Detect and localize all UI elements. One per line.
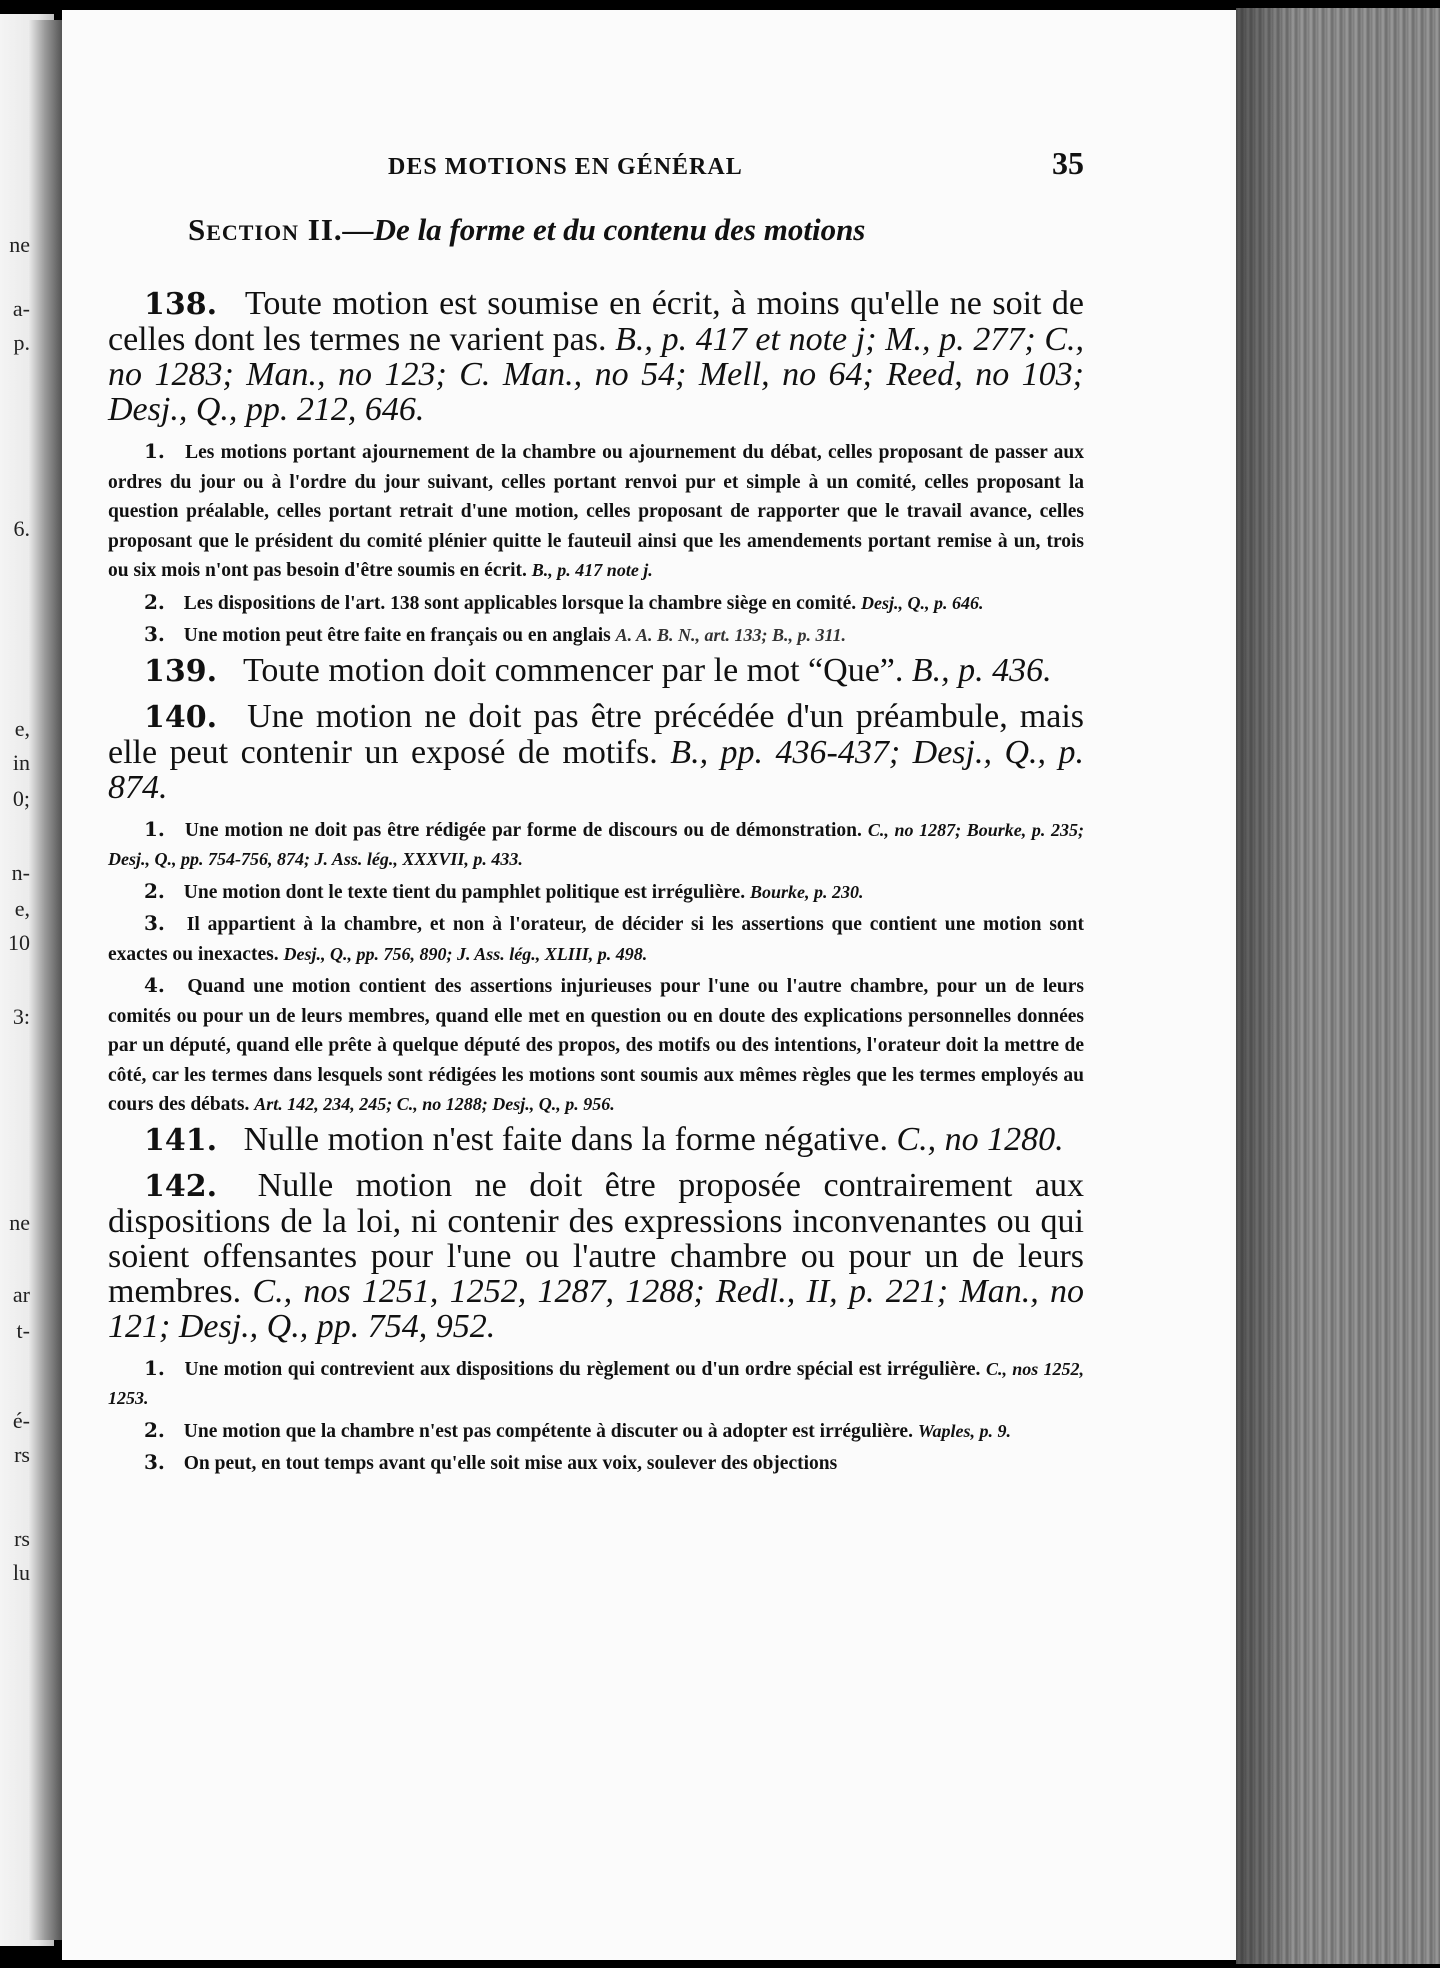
note <box>108 877 1084 908</box>
page-number: 35 <box>1052 145 1084 181</box>
note-text: Quand une motion contient des assertions injurieuses pour l'une ou l'autre chambre, pour un de leurs comités ou pour un de leurs membres, quand elle met en question ou en doute des explications personnelles données par un député, quand elle prête à quelque député des propos, des motifs ou des intentions, l'orateur doit la mettre de côté, car les termes dans lesquels sont rédigées les motions sont soumis aux mêmes règles que les termes employés au cours des débats. <box>108 976 1085 1115</box>
margin-fragment: ar <box>12 1282 30 1307</box>
margin-fragment: in <box>12 750 30 775</box>
note-citation: B., p. 417 note j. <box>531 560 653 580</box>
note-citation: Bourke, p. 230. <box>749 881 864 902</box>
article-number: 139. <box>144 653 218 689</box>
section-heading <box>108 212 1084 248</box>
note-text: Il appartient à la chambre, et non à l'orateur, de décider si les assertions que contient une motion sont exactes ou inexactes. <box>108 914 1084 965</box>
note-number: 2. <box>144 589 165 614</box>
running-header <box>108 145 1084 182</box>
note <box>108 588 1084 619</box>
note <box>108 909 1084 969</box>
note-number: 4. <box>144 973 165 997</box>
margin-fragment: rs <box>14 1442 30 1467</box>
note <box>108 620 1084 651</box>
margin-fragment: 0; <box>12 786 30 811</box>
margin-fragment: ne <box>9 1210 30 1235</box>
article-text: Une motion ne doit pas être précédée d'un préambule, mais elle peut contenir un exposé de motifs. <box>108 697 1085 771</box>
note-citation: Art. 142, 234, 245; C., no 1288; Desj., Q., p. 956. <box>254 1094 615 1114</box>
note-text: Une motion peut être faite en français ou en anglais <box>183 625 611 646</box>
note <box>108 1448 1084 1479</box>
margin-fragment: 10 <box>8 930 30 955</box>
article-number: 138. <box>144 287 218 322</box>
page-content <box>108 145 1084 1481</box>
note-citation: Desj., Q., p. 646. <box>861 592 984 613</box>
margin-fragment: rs <box>14 1526 30 1551</box>
margin-fragment: p. <box>13 330 30 355</box>
section-title: —De la forme et du contenu des motions <box>342 212 866 247</box>
article-text: Nulle motion ne doit être proposée contrairement aux dispositions de la loi, ni contenir des expressions inconvenantes ou qui soient offensantes pour l'une ou l'autre chambre ou pour un de leurs membres. <box>108 1166 1084 1310</box>
note-number: 1. <box>144 816 165 841</box>
margin-fragment: n- <box>11 860 30 885</box>
note-text: On peut, en tout temps avant qu'elle soit mise aux voix, soulever des objections <box>183 1453 838 1474</box>
margin-fragment: lu <box>12 1560 30 1585</box>
note-number: 3. <box>144 911 165 935</box>
article-number: 140. <box>144 699 218 735</box>
note-citation: Desj., Q., pp. 756, 890; J. Ass. lég., XLIII, p. 498. <box>283 943 648 964</box>
note-citation: A. A. B. N., art. 133; B., p. 311. <box>615 625 846 645</box>
note-text: Une motion que la chambre n'est pas compétente à discuter ou à adopter est irrégulière. <box>183 1420 913 1442</box>
note <box>108 1416 1084 1447</box>
running-title: DES MOTIONS EN GÉNÉRAL <box>388 154 743 180</box>
margin-fragment: 6. <box>13 516 30 541</box>
note <box>108 1354 1084 1414</box>
margin-fragment: é- <box>12 1408 30 1433</box>
margin-fragment: t- <box>16 1318 30 1343</box>
page-edge-shadow <box>1236 8 1296 1964</box>
note <box>108 815 1084 875</box>
note-number: 2. <box>144 1417 165 1442</box>
facing-page-fragments <box>0 0 30 1968</box>
article-citation: B., p. 417 et note j; M., p. 277; C., no 1283; Man., no 123; C. Man., no 54; Mell, no 64; Reed, no 103; Desj., Q., pp. 212, 646. <box>108 321 1084 428</box>
note-citation: Waples, p. 9. <box>917 1420 1012 1441</box>
margin-fragment: e, <box>14 896 30 921</box>
article-139 <box>108 653 1084 689</box>
note-text: Les dispositions de l'art. 138 sont applicables lorsque la chambre siège en comité. <box>183 592 857 614</box>
article-text: Toute motion doit commencer par le mot “Que”. <box>242 651 904 689</box>
note-text: Une motion qui contrevient aux dispositions du règlement ou d'un ordre spécial est irrégulière. <box>184 1358 981 1380</box>
note-citation: C., nos 1252, 1253. <box>108 1358 1085 1408</box>
article-141 <box>108 1122 1084 1158</box>
gutter-shadow <box>28 20 62 1940</box>
article-citation: B., pp. 436-437; Desj., Q., p. 874. <box>108 733 1085 806</box>
note-number: 1. <box>144 1355 165 1380</box>
note-text: Une motion dont le texte tient du pamphlet politique est irrégulière. <box>183 881 746 903</box>
note-text: Une motion ne doit pas être rédigée par forme de discours ou de démonstration. <box>184 819 862 841</box>
note <box>108 437 1084 586</box>
article-142 <box>108 1168 1084 1344</box>
article-citation: C., no 1280. <box>896 1120 1064 1158</box>
article-citation: C., nos 1251, 1252, 1287, 1288; Redl., II, p. 221; Man., no 121; Desj., Q., pp. 754, 952. <box>108 1272 1085 1345</box>
note <box>108 971 1084 1120</box>
section-label: Section II. <box>188 212 343 247</box>
article-number: 141. <box>144 1122 218 1158</box>
note-number: 3. <box>144 622 165 646</box>
article-text: Nulle motion n'est faite dans la forme négative. <box>243 1120 888 1158</box>
margin-fragment: 3: <box>12 1004 30 1029</box>
margin-fragment: a- <box>12 296 30 321</box>
note-text: Les motions portant ajournement de la chambre ou ajournement du débat, celles proposant de passer aux ordres du jour ou à l'ordre du jour suivant, celles portant renvoi pur et simple à un comité, celles proposant la question préalable, celles portant retrait d'une motion, celles proposant de rapporter que le travail avance, celles proposant que le président du comité plénier quitte le fauteuil ainsi que les amendements portant remise à un, trois ou six mois n'ont pas besoin d'être soumis en écrit. <box>108 442 1085 581</box>
article-citation: B., p. 436. <box>911 651 1052 689</box>
note-citation: C., no 1287; Bourke, p. 235; Desj., Q., pp. 754-756, 874; J. Ass. lég., XXXVII, p. 433. <box>108 819 1085 869</box>
article-text: Toute motion est soumise en écrit, à moins qu'elle ne soit de celles dont les termes ne varient pas. <box>108 285 1084 358</box>
article-number: 142. <box>144 1168 218 1204</box>
article-140 <box>108 699 1084 805</box>
note-number: 3. <box>144 1450 165 1474</box>
note-number: 1. <box>144 439 165 463</box>
article-138 <box>108 286 1084 427</box>
margin-fragment: e, <box>14 716 30 741</box>
note-number: 2. <box>144 878 165 903</box>
margin-fragment: ne <box>9 232 30 257</box>
